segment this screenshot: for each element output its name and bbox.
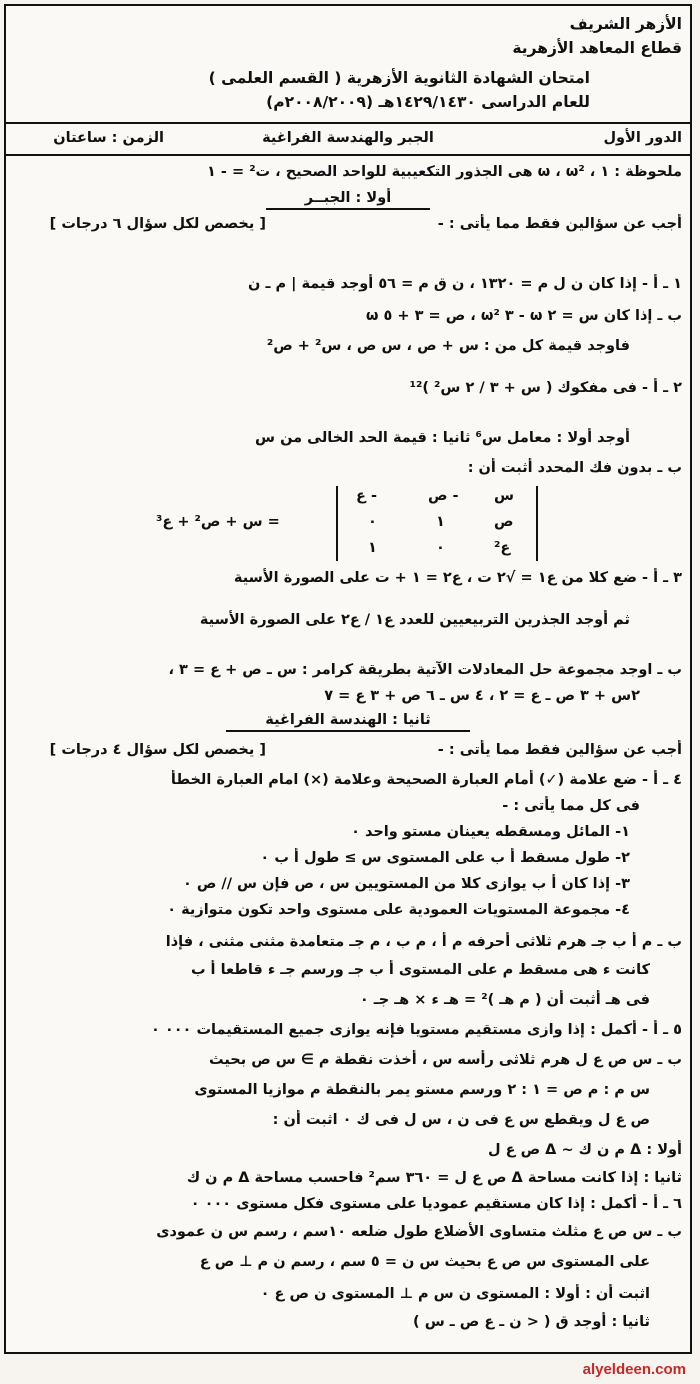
sector: قطاع المعاهد الأزهرية xyxy=(512,39,682,57)
q6-b-3: اثبت أن : أولا : المستوى ن س م ⊥ المستوى ن ص ع ٠ xyxy=(260,1286,650,1302)
exam-sheet xyxy=(4,4,692,1354)
q2-a-find: أوجد أولا : معامل س⁶ ثانيا : قيمة الحد الخالى من س xyxy=(255,430,630,446)
q5-a: ٥ ـ أ - أكمل : إذا وازى مستقيم مستويا فإنه يوازى جميع المستقيمات ٠٠٠ ٠ xyxy=(150,1022,682,1038)
det-bar-left xyxy=(336,486,338,561)
q1-a: ١ ـ أ - إذا كان ن ل م = ١٣٢٠ ، ن ق م = ٥٦ أوجد قيمة | م ـ ن xyxy=(248,276,682,292)
q4-b: ب ـ م أ ب جـ هرم ثلاثى أحرفه م أ ، م ب ، م جـ متعامدة مثنى مثنى ، فإذا xyxy=(165,934,682,950)
institution: الأزهر الشريف xyxy=(569,15,682,33)
q1-b: ب ـ إذا كان س = ٢ ω - ٣ ω² ، ص = ٣ + ٥ ω xyxy=(365,308,682,324)
q5-b-3: ص ع ل ويقطع س ع فى ن ، س ل فى ك ٠ اثبت أن : xyxy=(272,1112,650,1128)
det-cell: ٠ xyxy=(436,540,445,556)
det-cell: ع² xyxy=(494,540,511,556)
det-cell: ٠ xyxy=(368,514,377,530)
part1-instructions: أجب عن سؤالين فقط مما يأتى : - xyxy=(437,216,682,232)
q4-b-2: كانت ء هى مسقط م على المستوى أ ب جـ ورسم جـ ء قاطعا أ ب xyxy=(190,962,650,978)
exam-duration: الزمن : ساعتان xyxy=(53,130,164,146)
q2-b: ب ـ بدون فك المحدد أثبت أن : xyxy=(467,460,682,476)
q2-a: ٢ ـ أ - فى مفكوك ( س + ٣ / ٢ س² )¹² xyxy=(409,380,682,396)
q4-a: ٤ ـ أ - ضع علامة (✓) أمام العبارة الصحيحة وعلامة (×) امام العبارة الخطأ xyxy=(170,772,682,788)
q4-statement-2: ٢- طول مسقط أ ب على المستوى س ≥ طول أ ب ٠ xyxy=(260,850,630,866)
exam-title: امتحان الشهادة الثانوية الأزهرية ( القسم العلمى ) xyxy=(208,69,590,87)
exam-note: ملحوظة : ١ ، ω ، ω² هى الجذور التكعيبية للواحد الصحيح ، ت² = - ١ xyxy=(207,164,682,180)
q3-a: ٣ ـ أ - ضع كلا من ع١ = √٢ ت ، ع٢ = ١ + ت على الصورة الأسية xyxy=(233,570,682,586)
part2-title: ثانيا : الهندسة الفراغية xyxy=(226,710,470,732)
q5-b-5: ثانيا : إذا كانت مساحة Δ ص ع ل = ٣٦٠ سم² فاحسب مساحة Δ م ن ك xyxy=(186,1170,682,1186)
q6-b: ب ـ س ص ع مثلث متساوى الأضلاع طول ضلعه ١٠سم ، رسم س ن عمودى xyxy=(156,1224,682,1240)
det-cell: س xyxy=(494,488,515,504)
q5-b: ب ـ س ص ع ل هرم ثلاثى رأسه س ، أخذت نقطة م ∋ س ص بحيث xyxy=(209,1052,682,1068)
part2-marks: [ يخصص لكل سؤال ٤ درجات ] xyxy=(49,742,266,758)
det-cell: - ع xyxy=(356,488,377,504)
q4-statement-3: ٣- إذا كان أ ب يوازى كلا من المستويين س ، ص فإن س // ص ٠ xyxy=(182,876,630,892)
det-bar-right xyxy=(536,486,538,561)
exam-year: للعام الدراسى ١٤٢٩/١٤٣٠هـ (٢٠٠٨/٢٠٠٩م) xyxy=(266,93,590,111)
determinant xyxy=(6,486,690,561)
det-cell: - ص xyxy=(428,488,459,504)
header-divider xyxy=(6,122,690,124)
subject-divider xyxy=(6,154,690,156)
q4-a-sub: فى كل مما يأتى : - xyxy=(502,798,640,814)
exam-round: الدور الأول xyxy=(603,130,682,146)
exam-subject: الجبر والهندسة الفراغية xyxy=(262,130,434,146)
part2-instructions: أجب عن سؤالين فقط مما يأتى : - xyxy=(437,742,682,758)
q6-b-2: على المستوى س ص ع بحيث س ن = ٥ سم ، رسم ن م ⊥ ص ع xyxy=(199,1254,650,1270)
q3-a-roots: ثم أوجد الجذرين التربيعيين للعدد ع١ / ع٢ على الصورة الأسية xyxy=(199,612,630,628)
det-cell: ١ xyxy=(436,514,445,530)
q5-b-2: س م : م ص = ١ : ٢ ورسم مستو يمر بالنقطة م موازيا المستوى xyxy=(194,1082,650,1098)
det-cell: ص xyxy=(494,514,514,530)
q3-b: ب ـ اوجد مجموعة حل المعادلات الآتية بطريقة كرامر : س ـ ص + ع = ٣ ، xyxy=(168,662,682,678)
q3-b-equations: ٢س + ٣ ص ـ ع = ٢ ، ٤ س ـ ٦ ص + ٣ ع = ٧ xyxy=(324,688,640,704)
q4-statement-4: ٤- مجموعة المستويات العمودية على مستوى واحد تكون متوازية ٠ xyxy=(167,902,630,918)
part1-marks: [ يخصص لكل سؤال ٦ درجات ] xyxy=(49,216,266,232)
site-watermark: alyeldeen.com xyxy=(582,1361,686,1378)
q4-b-3: فى هـ أثبت أن ( م هـ )² = هـ ء × هـ جـ ٠ xyxy=(359,992,650,1008)
det-cell: ١ xyxy=(368,540,377,556)
q6-a: ٦ ـ أ - أكمل : إذا كان مستقيم عموديا على مستوى فكل مستوى ٠٠٠ ٠ xyxy=(190,1196,682,1212)
q6-b-4: ثانيا : أوجد ق ( < ن ـ ع ص ـ س ) xyxy=(413,1314,650,1330)
q4-statement-1: ١- المائل ومسقطه يعينان مستو واحد ٠ xyxy=(351,824,630,840)
q5-b-4: أولا : Δ م ن ك ~ Δ ص ع ل xyxy=(488,1142,682,1158)
det-rhs: = س + ص² + ع³ xyxy=(156,514,280,530)
part1-title: أولا : الجبــر xyxy=(266,188,430,210)
q1-b-find: فاوجد قيمة كل من : س + ص ، س ص ، س² + ص² xyxy=(266,338,630,354)
